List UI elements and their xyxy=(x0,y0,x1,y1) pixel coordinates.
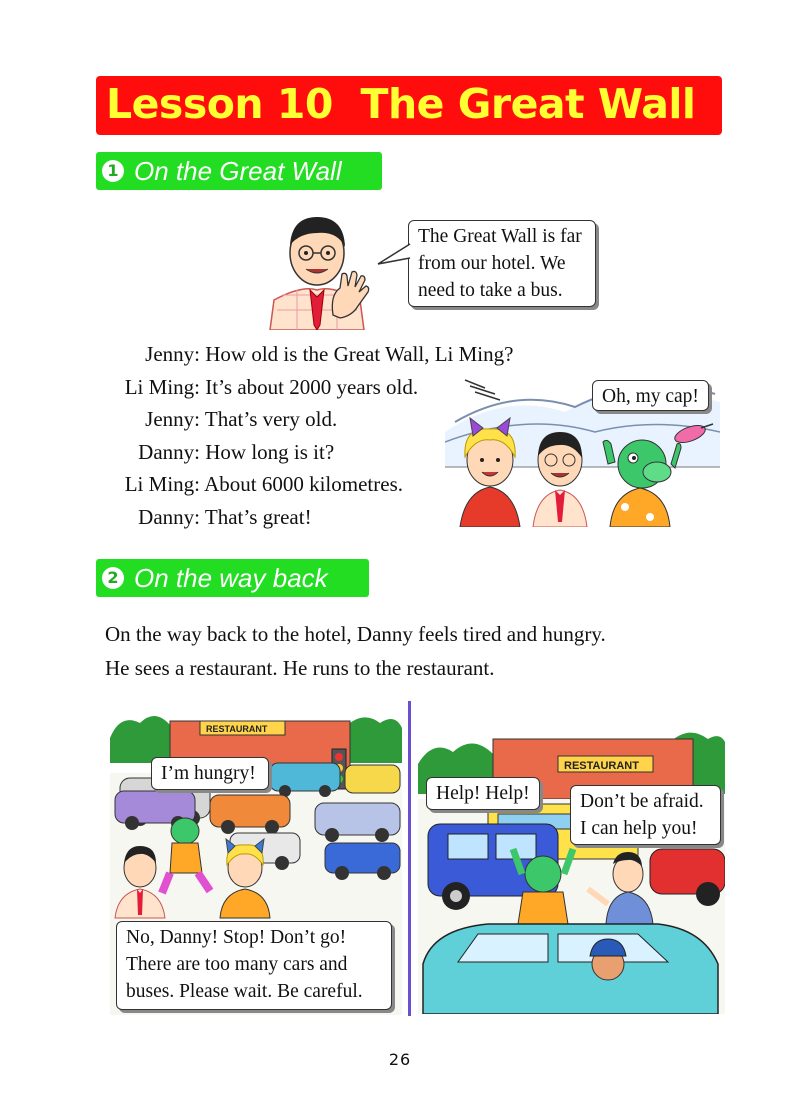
car xyxy=(345,765,400,793)
bubble-line: There are too many cars and xyxy=(126,954,348,975)
line-text: That’s great! xyxy=(204,504,312,529)
restaurant-sign: RESTAURANT xyxy=(206,724,268,734)
bubble-line: Oh, my cap! xyxy=(602,386,699,407)
line-text: That’s very old. xyxy=(204,407,338,431)
warning-speech-bubble xyxy=(116,921,392,1010)
bubble-line: Don’t be afraid. xyxy=(580,791,704,812)
speaker: Jenny: xyxy=(145,342,200,366)
bubble-line: I’m hungry! xyxy=(161,763,256,784)
restaurant-sign: RESTAURANT xyxy=(564,760,639,772)
cap-speech-bubble xyxy=(592,380,709,411)
speaker: Jenny: xyxy=(145,407,200,431)
line-text: How long is it? xyxy=(205,439,335,464)
section-title: On the way back xyxy=(134,563,328,593)
narration-line: On the way back to the hotel, Danny feels tired and hungry. xyxy=(105,622,606,646)
bubble-tail xyxy=(376,242,412,266)
bubble-line: need to take a bus. xyxy=(418,280,563,301)
lesson-title-bar xyxy=(96,76,722,135)
section-number: 1 xyxy=(102,160,124,182)
bubble-line: The Great Wall is far xyxy=(418,226,582,247)
teal-car xyxy=(423,924,718,1014)
bubble-line: Help! Help! xyxy=(436,783,530,804)
help-speech-bubble xyxy=(426,777,540,810)
lesson-title: Lesson 10 The Great Wall xyxy=(106,80,696,128)
waving-hand xyxy=(328,270,373,320)
right-street-illustration xyxy=(418,724,725,1014)
hungry-speech-bubble xyxy=(151,757,269,790)
line-text: It’s about 2000 years old. xyxy=(205,374,419,399)
section-header-1 xyxy=(96,152,382,190)
page-number: 26 xyxy=(388,1050,412,1069)
dialogue-line xyxy=(105,338,513,371)
bubble-line: No, Danny! Stop! Don’t go! xyxy=(126,927,347,948)
section-number: 2 xyxy=(102,567,124,589)
line-text: About 6000 kilometres. xyxy=(204,472,403,496)
speaker: Danny: xyxy=(138,439,200,464)
speaker: Li Ming: xyxy=(124,472,200,496)
intro-speech-bubble xyxy=(408,220,596,307)
speaker: Li Ming: xyxy=(124,374,200,399)
line-text: How old is the Great Wall, Li Ming? xyxy=(205,342,514,366)
section-header-2 xyxy=(96,559,369,597)
afraid-speech-bubble xyxy=(570,785,721,845)
speaker: Danny: xyxy=(138,504,200,529)
narration xyxy=(105,617,606,685)
narration-line: He sees a restaurant. He runs to the restaurant. xyxy=(105,656,495,680)
bubble-line: buses. Please wait. Be careful. xyxy=(126,981,363,1002)
bubble-line: from our hotel. We xyxy=(418,253,566,274)
section-title: On the Great Wall xyxy=(134,156,342,186)
bubble-line: I can help you! xyxy=(580,818,698,839)
panel-divider xyxy=(408,701,411,1016)
